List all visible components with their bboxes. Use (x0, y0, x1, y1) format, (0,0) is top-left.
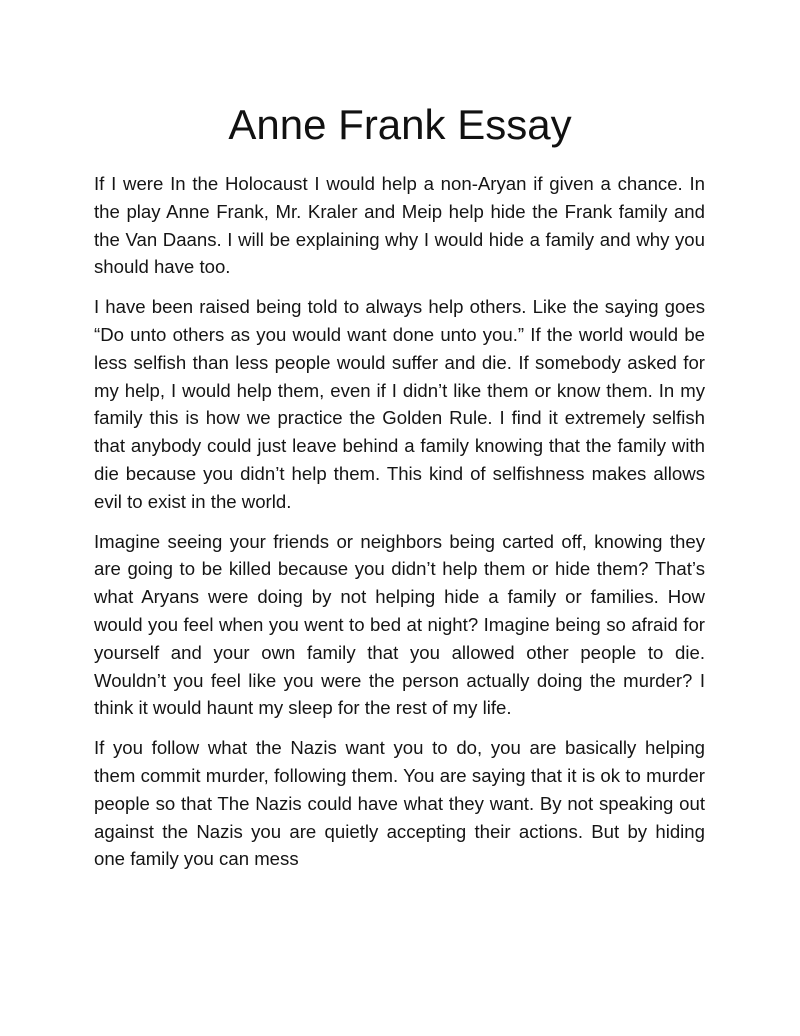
paragraph-1: If I were In the Holocaust I would help a non-Aryan if given a chance. In the play Anne Frank, Mr. Kraler and Meip help hide the Frank family and the Van Daans. I will be explaining why I would hide a family and why you should have too. (94, 173, 705, 278)
paragraph-3: Imagine seeing your friends or neighbors being carted off, knowing they are going to be killed because you didn’t help them or hide them? That’s what Aryans were doing by not helping hide a family or families. How would you feel when you went to bed at night? Imagine being so afraid for yourself and your own family that you allowed other people to die. Wouldn’t you feel like you were the person actually doing the murder? I think it would haunt my sleep for the rest of my life. (94, 530, 705, 719)
paragraph-4: If you follow what the Nazis want you to do, you are basically helping them commit murder, following them. You are saying that it is ok to murder people so that The Nazis could have what they want. By not speaking out against the Nazis you are quietly accepting their actions. But by hiding one family you can mess (94, 737, 705, 870)
document-body (94, 170, 705, 873)
document-title: Anne Frank Essay (228, 101, 572, 148)
paragraph-2: I have been raised being told to always help others. Like the saying goes “Do unto others as you would want done unto you.” If the world would be less selfish than less people would suffer and die. If somebody asked for my help, I would help them, even if I didn’t like them or know them. In my family this is how we practice the Golden Rule. I find it extremely selfish that anybody could just leave behind a family knowing that the family with die because you didn’t help them. This kind of selfishness makes allows evil to exist in the world. (94, 296, 705, 512)
